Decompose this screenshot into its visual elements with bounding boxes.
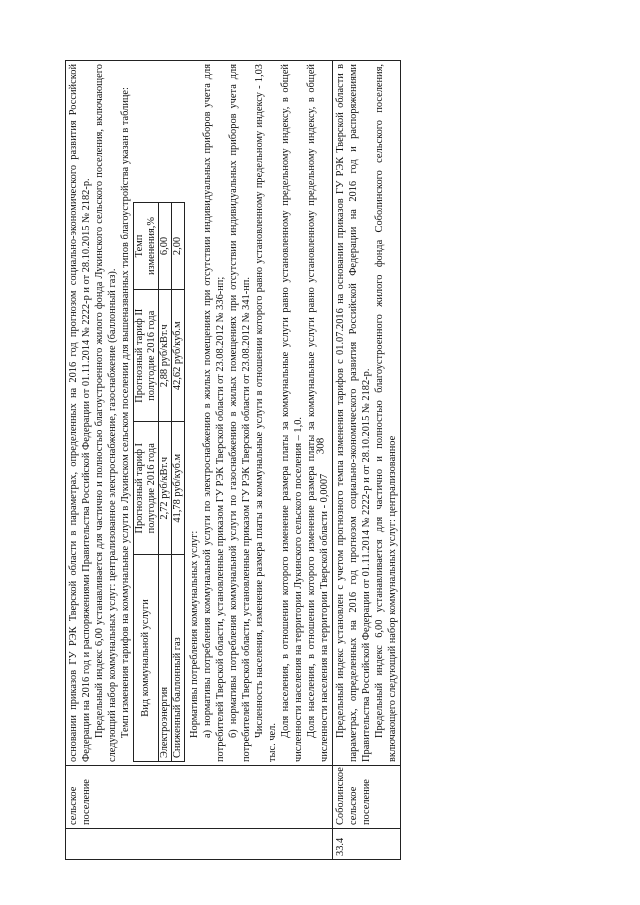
tariff-h1: 2,72 руб/кВт.ч: [159, 422, 172, 555]
norm-electricity: а) нормативы потребления коммунальной услуги по электроснабжению в жилых помещениях при отсутствии индивидуальных приборов учета для потребителей Тверской области, установленные приказом ГУ РЭК Тверской области от 23.08.2012 № 336-нп;: [202, 64, 226, 762]
row-content-cell: [333, 61, 401, 766]
row-number-cell: [66, 829, 333, 860]
norms-title: Нормативы потребления коммунальных услуг:: [189, 530, 200, 738]
rotated-page-content: [65, 60, 605, 860]
tariff-change: 6,00: [159, 203, 172, 290]
indices-table: [65, 60, 401, 860]
population-paragraph: Численность населения, изменение размера платы за коммунальные услуги в отношении которого равно установленному предельному индексу - 1,03 тыс. чел.: [254, 64, 278, 762]
settlement-name-cell: Соболинское сельское поселение: [333, 766, 401, 829]
tariff-change: 2,00: [172, 203, 185, 290]
tariff-table-intro: Темп изменения тарифов на коммунальные услуги в Лукинском сельском поселении для вышеназванных типов благоустройства указан в таблице:: [120, 87, 131, 738]
tariff-service: Сниженный баллонный газ: [172, 555, 185, 762]
tariff-service: Электроэнергия: [159, 555, 172, 762]
page-number: 308: [314, 437, 327, 455]
header-tariff-h2: Прогнозный тариф II полугодие 2016 года: [134, 290, 159, 423]
row-number-cell: 33.4: [333, 829, 401, 860]
share-region-paragraph: Доля населения, в отношении которого изменение размера платы за коммунальные услуги равно установленному предельному индексу, в общей численности населения на территории Тверской области - 0,0007: [306, 64, 330, 762]
tariff-header-row: [134, 203, 159, 762]
header-change-rate: Темп изменения,%: [134, 203, 159, 290]
justification-paragraph: основании приказов ГУ РЭК Тверской области в параметрах, определенных на 2016 год прогнозом социально-экономического развития Российской Федерации на 2016 год и распоряжениями Правительства Российской Федерации от 01.11.2014 № 2222-р и от 28.10.2015 № 2182-р.: [68, 64, 92, 762]
index-paragraph: Предельный индекс 6,00 устанавливается для частично и полностью благоустроенного жилого фонда Лукинского сельского поселения, включающего следующий набор коммунальных услуг: централизованное электроснабжение, газоснабжение (баллонный газ).: [94, 64, 118, 762]
tariff-row: [172, 203, 185, 762]
row-content-cell: [66, 61, 333, 766]
share-settlement-paragraph: Доля населения, в отношении которого изменение размера платы за коммунальные услуги равно установленному предельному индексу, в общей численности населения на территории Лукинского сельского поселения – 1,0.: [280, 64, 304, 762]
table-row: [333, 61, 401, 860]
table-row: [66, 61, 333, 860]
header-service: Вид коммунальной услуги: [134, 555, 159, 762]
tariff-h1: 41,78 руб/куб.м: [172, 422, 185, 555]
tariff-h2: 42,62 руб/куб.м: [172, 290, 185, 423]
norm-gas: б) нормативы потребления коммунальной услуги по газоснабжению в жилых помещениях при отсутствии индивидуальных приборов учета для потребителей Тверской области, установленные приказом ГУ РЭК Тверской области от 23.08.2012 № 341-нп.: [228, 64, 252, 762]
header-tariff-h1: Прогнозный тариф I полугодие 2016 года: [134, 422, 159, 555]
tariff-row: [159, 203, 172, 762]
settlement-name-cell: сельское поселение: [66, 766, 333, 829]
tariff-table: [133, 202, 185, 762]
index-paragraph: Предельный индекс 6,00 устанавливается для частично и полностью благоустроенного жилого фонда Соболинского сельского поселения, включающего следующий набор коммунальных услуг: централизованное: [374, 64, 398, 762]
tariff-h2: 2,88 руб/кВт.ч: [159, 290, 172, 423]
justification-paragraph: Предельный индекс установлен с учетом прогнозного темпа изменения тарифов с 01.07.2016 на основании приказов ГУ РЭК Тверской области в параметрах, определенных на 2016 год прогнозом социально-экономического развития Российской Федерации на 2016 год и распоряжениями Правительства Российской Федерации от 01.11.2014 № 2222-р и от 28.10.2015 № 2182-р.: [335, 64, 372, 762]
